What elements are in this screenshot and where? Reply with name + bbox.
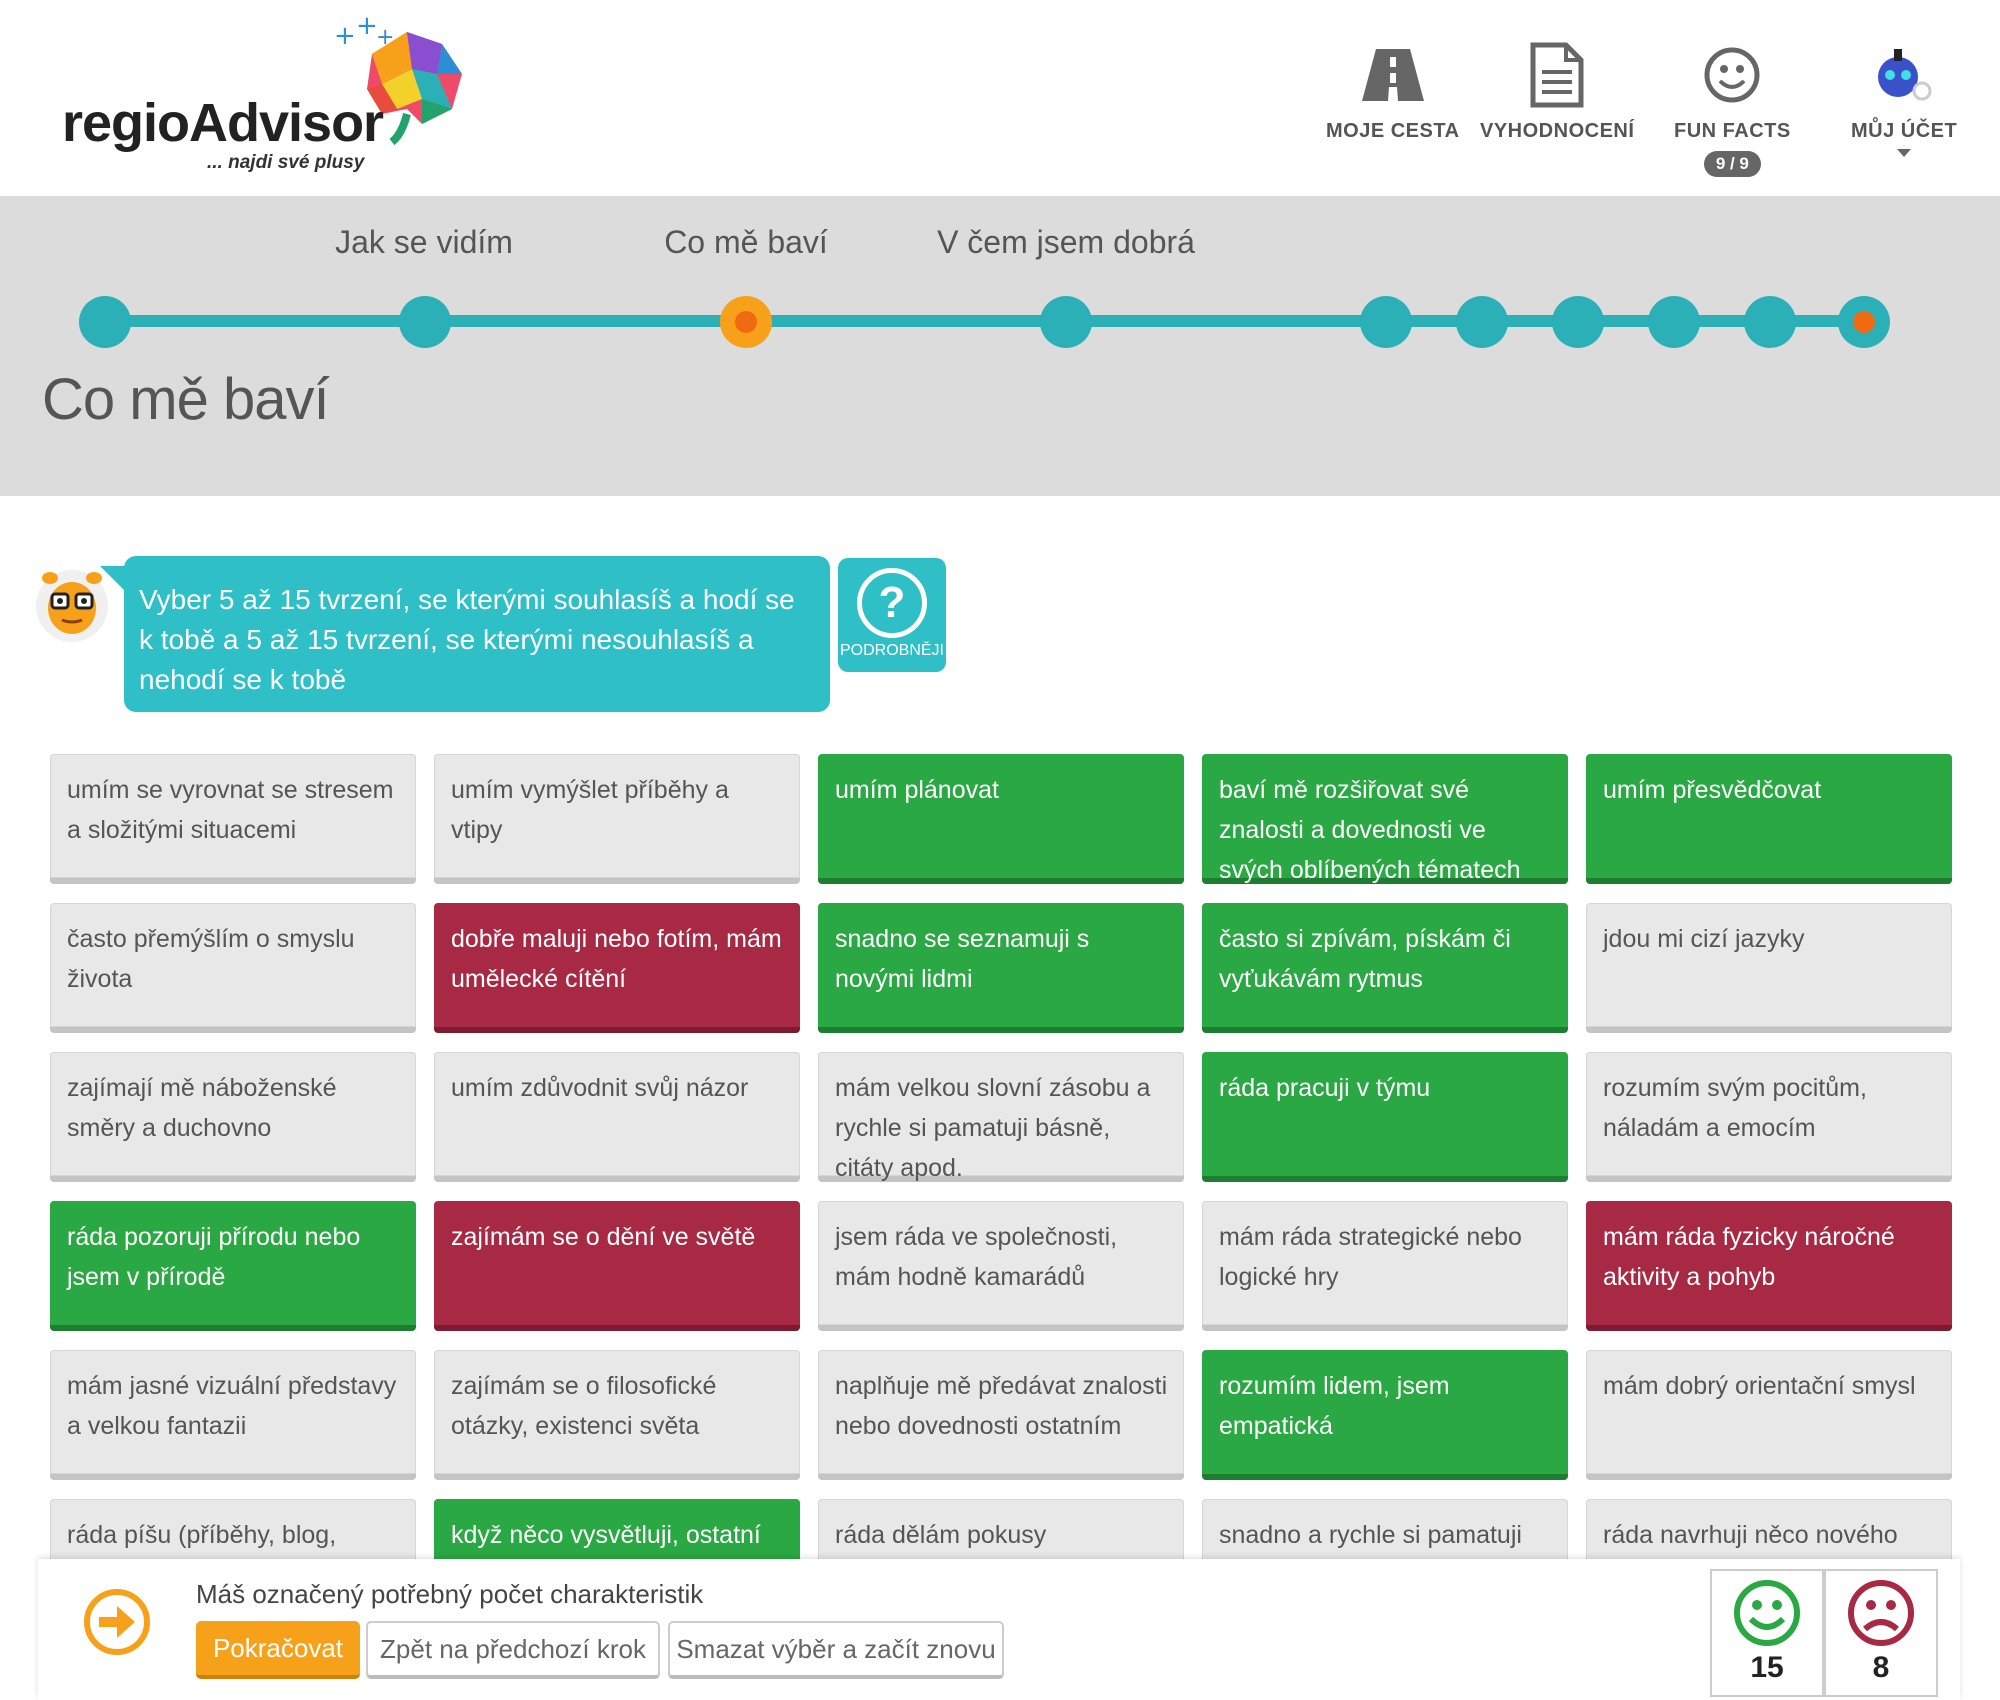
- statement-card[interactable]: umím přesvědčovat: [1586, 754, 1952, 884]
- statement-card[interactable]: umím plánovat: [818, 754, 1184, 884]
- progress-step-dot[interactable]: [1744, 296, 1796, 348]
- statement-card[interactable]: mám dobrý orientační smysl: [1586, 1350, 1952, 1480]
- smiley-icon: [1697, 40, 1767, 110]
- instruction-bubble: Vyber 5 až 15 tvrzení, se kterými souhlasíš a hodí se k tobě a 5 až 15 tvrzení, se kterými nesouhlasíš a nehodí se k tobě: [124, 556, 830, 712]
- nav-label: MOJE CESTA: [1326, 120, 1460, 142]
- statement-card[interactable]: ráda pozoruji přírodu nebo jsem v přírodě: [50, 1201, 416, 1331]
- back-button[interactable]: Zpět na předchozí krok: [366, 1621, 660, 1679]
- statement-card[interactable]: snadno a rychle si pamatuji: [1202, 1499, 1568, 1629]
- step-label-jak-se-vidim[interactable]: Jak se vidím: [335, 224, 513, 260]
- nav-label: VYHODNOCENÍ: [1480, 120, 1635, 142]
- statement-card[interactable]: zajímám se o filosofické otázky, existenci světa: [434, 1350, 800, 1480]
- statement-card[interactable]: často přemýšlím o smyslu života: [50, 903, 416, 1033]
- agree-counter: [1710, 1569, 1824, 1697]
- statement-card[interactable]: umím se vyrovnat se stresem a složitými situacemi: [50, 754, 416, 884]
- document-icon: [1522, 40, 1592, 110]
- road-icon: [1358, 40, 1428, 110]
- statement-card[interactable]: jsem ráda ve společnosti, mám hodně kamarádů: [818, 1201, 1184, 1331]
- step-label-co-me-bavi[interactable]: Co mě baví: [664, 224, 828, 260]
- progress-step-dot[interactable]: [79, 296, 131, 348]
- question-icon: ?: [857, 568, 927, 638]
- continue-button[interactable]: Pokračovat: [196, 1621, 360, 1679]
- progress-step-dot[interactable]: [720, 296, 772, 348]
- progress-step-dot[interactable]: [399, 296, 451, 348]
- statement-card[interactable]: mám ráda strategické nebo logické hry: [1202, 1201, 1568, 1331]
- page-title: Co mě baví: [42, 367, 329, 432]
- logo-text: regioAdvisor: [62, 93, 384, 153]
- progress-band: [0, 196, 2000, 496]
- statement-card[interactable]: když něco vysvětluji, ostatní: [434, 1499, 800, 1629]
- statement-grid: [50, 754, 1950, 1559]
- nav-vyhodnoceni[interactable]: [1480, 40, 1634, 143]
- happy-face-icon: [1733, 1579, 1801, 1647]
- footer-bar: [38, 1559, 1960, 1700]
- help-button-label: PODROBNĚJI: [839, 642, 944, 659]
- nav-fun-facts[interactable]: [1674, 40, 1791, 177]
- statement-card[interactable]: ráda dělám pokusy: [818, 1499, 1184, 1629]
- statement-card[interactable]: mám jasné vizuální představy a velkou fantazii: [50, 1350, 416, 1480]
- statement-card[interactable]: baví mě rozšiřovat své znalosti a dovednosti ve svých oblíbených tématech: [1202, 754, 1568, 884]
- statement-card[interactable]: ráda píšu (příběhy, blog,: [50, 1499, 416, 1629]
- statement-card[interactable]: mám ráda fyzicky náročné aktivity a pohyb: [1586, 1201, 1952, 1331]
- svg-text:+: +: [376, 25, 395, 50]
- progress-step-dot[interactable]: [1456, 296, 1508, 348]
- fun-facts-badge: 9 / 9: [1704, 151, 1761, 177]
- progress-step-dot[interactable]: [1648, 296, 1700, 348]
- logo-tagline: ... najdi své plusy: [207, 152, 365, 173]
- chevron-down-icon[interactable]: [1897, 149, 1911, 157]
- statement-card[interactable]: zajímám se o dění ve světě: [434, 1201, 800, 1331]
- help-button[interactable]: [838, 558, 946, 672]
- statement-card[interactable]: ráda pracuji v týmu: [1202, 1052, 1568, 1182]
- svg-text:+: +: [334, 21, 356, 51]
- statement-card[interactable]: rozumím svým pocitům, náladám a emocím: [1586, 1052, 1952, 1182]
- arrow-right-icon: [84, 1589, 150, 1655]
- statement-card[interactable]: často si zpívám, pískám či vyťukávám rytmus: [1202, 903, 1568, 1033]
- statement-card[interactable]: snadno se seznamuji s novými lidmi: [818, 903, 1184, 1033]
- progress-step-dot[interactable]: [1552, 296, 1604, 348]
- statement-card[interactable]: umím zdůvodnit svůj názor: [434, 1052, 800, 1182]
- nav-label: MŮJ ÚČET: [1851, 120, 1958, 142]
- agree-count: 15: [1750, 1651, 1784, 1684]
- statement-card[interactable]: rozumím lidem, jsem empatická: [1202, 1350, 1568, 1480]
- avatar-icon: [1869, 40, 1939, 110]
- nav-muj-ucet[interactable]: [1851, 40, 1957, 157]
- statement-card[interactable]: naplňuje mě předávat znalosti nebo dovednosti ostatním: [818, 1350, 1184, 1480]
- statement-card[interactable]: zajímají mě náboženské směry a duchovno: [50, 1052, 416, 1182]
- logo[interactable]: [62, 11, 422, 174]
- statement-card[interactable]: umím vymýšlet příběhy a vtipy: [434, 754, 800, 884]
- svg-text:+: +: [356, 11, 378, 41]
- progress-step-dot[interactable]: [1838, 296, 1890, 348]
- statement-card[interactable]: mám velkou slovní zásobu a rychle si pamatuji básně, citáty apod.: [818, 1052, 1184, 1182]
- statement-card[interactable]: ráda navrhuji něco nového: [1586, 1499, 1952, 1629]
- footer-message: Máš označený potřebný počet charakteristik: [196, 1579, 704, 1609]
- progress-step-dot[interactable]: [1040, 296, 1092, 348]
- step-label-v-cem-jsem-dobra[interactable]: V čem jsem dobrá: [937, 224, 1195, 260]
- sad-face-icon: [1847, 1579, 1915, 1647]
- disagree-counter: [1824, 1569, 1938, 1697]
- statement-card[interactable]: dobře maluji nebo fotím, mám umělecké cítění: [434, 903, 800, 1033]
- nav-moje-cesta[interactable]: [1326, 40, 1460, 143]
- disagree-count: 8: [1872, 1651, 1890, 1684]
- header: [0, 0, 2000, 196]
- statement-card[interactable]: jdou mi cizí jazyky: [1586, 903, 1952, 1033]
- reset-button[interactable]: Smazat výběr a začít znovu: [668, 1621, 1004, 1679]
- nav-label: FUN FACTS: [1674, 120, 1791, 142]
- progress-step-dot[interactable]: [1360, 296, 1412, 348]
